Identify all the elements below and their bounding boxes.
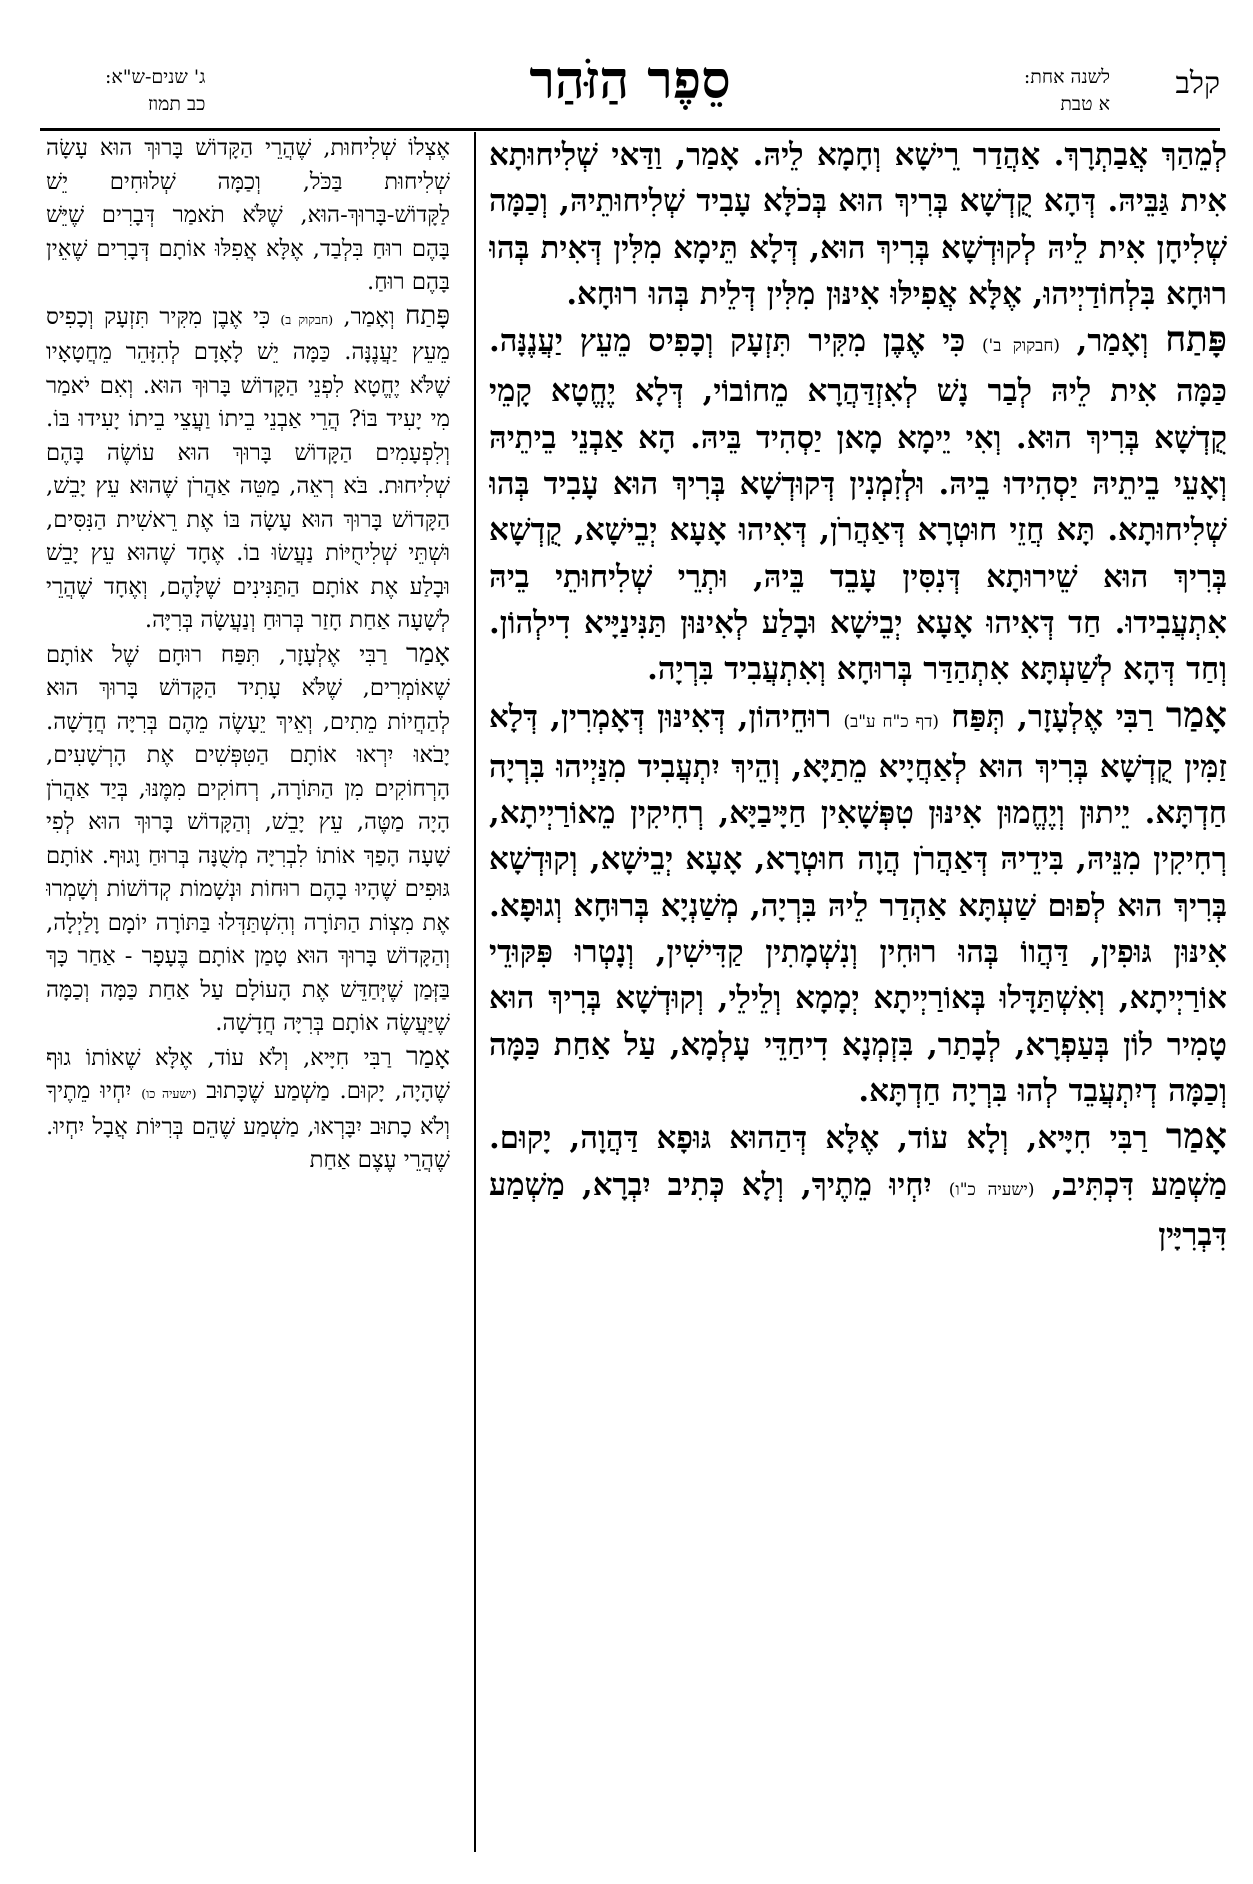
paragraph: אָמַר רַבִּי חִיָּיא, וְלָא עוֹד, אֶלָּא דְּהַהוּא גּוּפָא דַּהֲוָה, יָקוּם. מַשְׁמַע דִּכְתִּיב, (ישעיה כ"ו) יִחְיוּ מֵתֶיךָ, וְלָא כְּתִיב יִבְרָא, מַשְׁמַע דִּבְרִיָּין — [489, 1116, 1227, 1253]
paragraph-opener: אָמַר — [1165, 694, 1227, 736]
paragraph-opener: פָּתַח — [404, 300, 450, 331]
verse-citation: (ישעיה כו) — [141, 1086, 197, 1101]
paragraph: אָמַר רַבִּי אֶלְעָזָר, תִּפַּח רוּחָם שֶׁל אוֹתָם שֶׁאוֹמְרִים, שֶׁלֹּא עָתִיד הַקָּדוֹשׁ בָּרוּךְ הוּא לְהַחֲיוֹת מֵתִים, וְאֵיךְ יֵעָשֶׂה מֵהֶם בְּרִיָּה חֲדָשָׁה. יָבֹאוּ יִרְאוּ אוֹתָם הַטִּפְּשִׁים אֶת הָרְשָׁעִים, הָרְחוֹקִים מִן הַתּוֹרָה, רְחוֹקִים מִמֶּנּוּ, בְּיַד אַהֲרֹן הָיָה מַטֶּה, עֵץ יָבֵשׁ, וְהַקָּדוֹשׁ בָּרוּךְ הוּא לְפִי שָׁעָה הָפַךְ אוֹתוֹ לִבְרִיָּה מְשֻׁנָּה בְּרוּחַ וָגוּף. אוֹתָם גּוּפִים שֶׁהָיוּ בָהֶם רוּחוֹת וּנְשָׁמוֹת קְדוֹשׁוֹת וְשָׁמְרוּ אֶת מִצְוֹת הַתּוֹרָה וְהִשְׁתַּדְּלוּ בַּתּוֹרָה יוֹמָם וָלַיְלָה, וְהַקָּדוֹשׁ בָּרוּךְ הוּא טָמַן אוֹתָם בֶּעָפָר - אַחַר כָּךְ בַּזְּמַן שֶׁיְּחַדֵּשׁ אֶת הָעוֹלָם עַל אַחַת כַּמָּה וְכַמָּה שֶׁיַּעֲשֶׂה אוֹתָם בְּרִיָּה חֲדָשָׁה. — [46, 638, 450, 1036]
schedule-date: כב תמוז — [147, 93, 206, 115]
paragraph-opener: אָמַר — [1165, 1116, 1227, 1158]
paragraph: אֶצְלוֹ שְׁלִיחוּת, שֶׁהֲרֵי הַקָּדוֹשׁ בָּרוּךְ הוּא עָשָׂה שְׁלִיחוּת בַּכֹּל, וְכַמָּה שְׁלוּחִים יֵשׁ לַקָּדוֹשׁ-בָּרוּךְ-הוּא, שֶׁלֹּא תֹאמַר דְּבָרִים שֶׁיֵּשׁ בָּהֶם רוּחַ בִּלְבַד, אֶלָּא אֲפִלּוּ אוֹתָם דְּבָרִים שֶׁאֵין בָּהֶם רוּחַ. — [46, 135, 450, 295]
paragraph-opener: אָמַר — [406, 638, 450, 669]
page-header — [40, 40, 1220, 132]
reading-schedule-three-years — [105, 64, 205, 118]
folio-reference: (דף כ"ח ע"ב) — [843, 710, 940, 731]
verse-citation: (חבקוק ב) — [280, 311, 334, 327]
verse-citation: (חבקוק ב') — [981, 335, 1060, 356]
page-number: קלב — [1175, 66, 1220, 101]
schedule-label: לשנה אחת: — [1023, 66, 1110, 88]
paragraph: אָמַר רַבִּי חִיָּיא, וְלֹא עוֹד, אֶלָּא שֶׁאוֹתוֹ גוּף שֶׁהָיָה, יָקוּם. מַשְׁמַע שֶׁכָּתוּב (ישעיה כו) יִחְיוּ מֵתֶיךָ וְלֹא כָתוּב יִבָּרְאוּ, מַשְׁמַע שֶׁהֵם בְּרִיּוֹת אֲבָל יִחְיוּ. שֶׁהֲרֵי עֶצֶם אַחַת — [46, 1041, 450, 1173]
schedule-date: א טבת — [1060, 93, 1110, 115]
header-rule — [40, 128, 1220, 131]
book-title: סֵפֶר הַזֹּהַר — [529, 50, 731, 111]
paragraph: אָמַר רַבִּי אֶלְעָזָר, תְּפַּח (דף כ"ח ע"ב) רוּחֵיהוֹן, דְּאִינּוּן דְּאָמְרִין, דְּלָא זַמִּין קֻדְשָׁא בְּרִיךְ הוּא לְאַחֲיָיא מֵתַיָּא, וְהֵיךְ יִתְעֲבִיד מִנַּיְיהוּ בִּרְיָה חַדְתָּא. יֵיתוּן וְיֶחֱמוּן אִינּוּן טִפְּשָׁאִין חַיָּיבַיָּא, רְחִיקִין מֵאוֹרַיְיתָא, רְחִיקִין מִנֵּיהּ, בִּידֵיהּ דְּאַהֲרֹן הֲוָה חוּטְרָא, אָעָא יְבֵישָׁא, וְקוּדְשָׁא בְּרִיךְ הוּא לְפוּם שַׁעְתָּא אַהְדַר לֵיהּ בִּרְיָה, מְשַׁנְיָא בְּרוּחָא וְגוּפָא. אִינּוּן גּוּפִין, דַּהֲווֹ בְּהוּ רוּחִין וְנִשְׁמָתִין קַדִּישִׁין, וְנָטְרוּ פִּקּוּדֵי אוֹרַיְיתָא, וְאִשְׁתַּדָּלוּ בְּאוֹרַיְיתָא יְמָמָא וְלֵילֵי, וְקוּדְשָׁא בְּרִיךְ הוּא טָמִיר לוֹן בְּעַפְרָא, לְבָתַר, בִּזְמְנָא דִיחַדֵּי עָלְמָא, עַל אַחַת כַּמָּה וְכַמָּה דְיִתְעֲבֵד לְהוּ בִּרְיָה חַדְתָּא. — [489, 694, 1227, 1109]
schedule-label: ג' שנים-ש"א: — [105, 66, 206, 88]
paragraph: פָּתַח וְאָמַר, (חבקוק ב') כִּי אֶבֶן מִקִּיר תִּזְעָק וְכָפִיס מֵעֵץ יַעֲנֶנָּה. כַּמָּה אִית לֵיהּ לְבַר נָשׁ לְאִזְדַּהֲרָא מֵחוֹבוֹי, דְּלָא יֶחֱטָא קָמֵי קֻדְשָׁא בְּרִיךְ הוּא. וְאִי יֵימָא מָאן יַסְהִיד בֵּיהּ. הָא אַבְנֵי בֵיתֵיהּ וְאָעֵי בֵיתֵיהּ יַסְהִידוּ בֵיהּ. וּלְזִמְנִין דְּקוּדְשָׁא בְּרִיךְ הוּא עָבִיד בְּהוּ שְׁלִיחוּתָא. תָּא חֲזֵי חוּטְרָא דְּאַהֲרֹן, דְּאִיהוּ אָעָא יְבֵישָׁא, קֻדְשָׁא בְּרִיךְ הוּא שֵׁירוּתָא דְּנִסִּין עָבֵד בֵּיהּ, וּתְרֵי שְׁלִיחוּתֵי בֵיהּ אִתְעֲבִידוּ. חַד דְּאִיהוּ אָעָא יְבֵישָׁא וּבָלַע לְאִינּוּן תַּנִּינַיָּיא דִילְהוֹן. וְחַד דְּהָא לְשַׁעְתָּא אִתְהַדַּר בְּרוּחָא וְאִתְעֲבִיד בִּרְיָה. — [489, 319, 1227, 688]
paragraph-opener: אָמַר — [406, 1041, 450, 1072]
column-divider — [474, 132, 476, 1852]
paragraph: פָּתַח וְאָמַר, (חבקוק ב) כִּי אֶבֶן מִקִּיר תִּזְעָק וְכָפִיס מֵעֵץ יַעֲנֶנָּה. כַּמָּה יֵשׁ לָאָדָם לְהִזָּהֵר מֵחֲטָאָיו שֶׁלֹּא יֶחֱטָא לִפְנֵי הַקָּדוֹשׁ בָּרוּךְ הוּא. וְאִם יֹאמַר מִי יָעִיד בּוֹ? הֲרֵי אַבְנֵי בֵיתוֹ וַעֲצֵי בֵיתוֹ יָעִידוּ בּוֹ. וְלִפְעָמִים הַקָּדוֹשׁ בָּרוּךְ הוּא עוֹשֶׂה בָּהֶם שְׁלִיחוּת. בֹּא רְאֵה, מַטֵּה אַהֲרֹן שֶׁהוּא עֵץ יָבֵשׁ, הַקָּדוֹשׁ בָּרוּךְ הוּא עָשָׂה בּוֹ אֶת רֵאשִׁית הַנִּסִּים, וּשְׁתֵּי שְׁלִיחֻיּוֹת נַעֲשׂוּ בוֹ. אֶחָד שֶׁהוּא עֵץ יָבֵשׁ וּבָלַע אֶת אוֹתָם הַתַּנִּינִים שֶׁלָּהֶם, וְאֶחָד שֶׁהֲרֵי לְשָׁעָה אַחַת חָזַר בְּרוּחַ וְנַעֲשָׂה בְּרִיָּה. — [46, 300, 450, 633]
paragraph: לְמֵהַךְ אֲבַתְרָךְ. אַהֲדַר רֵישָׁא וְחָמָא לֵיהּ. אָמַר, וַדַּאי שְׁלִיחוּתָא אִית גַּבֵּיהּ. דְּהָא קֻדְשָׁא בְּרִיךְ הוּא בְּכֹלָּא עָבִיד שְׁלִיחוּתֵיהּ, וְכַמָּה שְׁלִיחָן אִית לֵיהּ לְקוּדְשָׁא בְּרִיךְ הוּא, דְּלָא תֵּימָא מִלִּין דְּאִית בְּהוּ רוּחָא בִּלְחוֹדַיְיהוּ, אֶלָּא אֲפִילּוּ אִינּוּן מִלִּין דְּלֵית בְּהוּ רוּחָא. — [489, 137, 1227, 312]
hebrew-translation-column — [46, 132, 450, 1852]
aramaic-text-column — [489, 132, 1227, 1852]
verse-citation: (ישעיה כ"ו) — [948, 1178, 1035, 1199]
paragraph-opener: פָּתַח — [1165, 319, 1227, 361]
